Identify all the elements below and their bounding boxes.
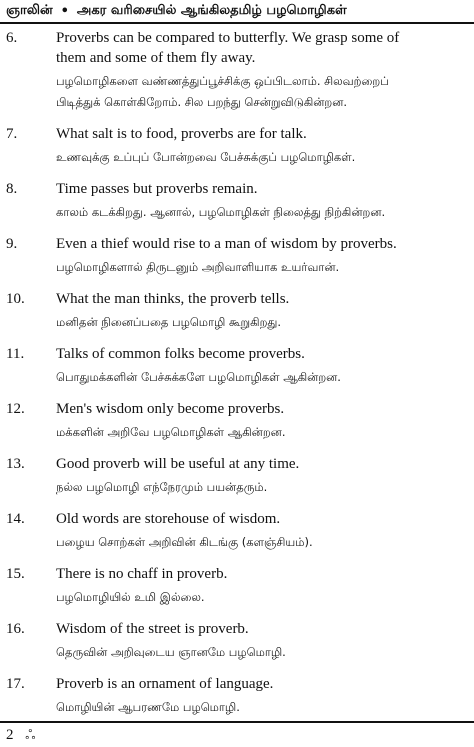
english-line: Wisdom of the street is proverb. (56, 621, 249, 637)
proverb-number: 13. (6, 456, 25, 472)
footer-rule (0, 721, 474, 723)
english-line: Proverb is an ornament of language. (56, 676, 274, 692)
proverb-tamil (56, 532, 468, 553)
proverb-body (56, 454, 468, 498)
proverb-body (56, 399, 468, 443)
proverb-tamil (56, 257, 468, 278)
proverb-entry (6, 179, 468, 223)
proverb-entry (6, 289, 468, 333)
book-title: ஞாலின் (6, 3, 53, 18)
proverb-english (56, 234, 468, 254)
tamil-line: மனிதன் நினைப்பதை பழமொழி கூறுகிறது. (56, 315, 282, 329)
proverb-tamil (56, 642, 468, 663)
proverb-entry (6, 399, 468, 443)
proverb-number: 17. (6, 676, 25, 692)
tamil-line: பொதுமக்களின் பேச்சுக்களே பழமொழிகள் ஆகின்றன. (56, 370, 341, 384)
proverb-english (56, 28, 468, 68)
tamil-line: உணவுக்கு உப்புப் போன்றவை பேச்சுக்குப் பழமொழிகள். (56, 150, 356, 164)
proverb-tamil (56, 422, 468, 443)
tamil-line: பழைய சொற்கள் அறிவின் கிடங்கு (களஞ்சியம்). (56, 535, 313, 549)
english-line: Old words are storehouse of wisdom. (56, 511, 281, 527)
english-line: Good proverb will be useful at any time. (56, 456, 300, 472)
proverb-entry (6, 454, 468, 498)
tamil-line: பழமொழிகளால் திருடனும் அறிவாளியாக உயர்வான். (56, 260, 340, 274)
proverb-body (56, 124, 468, 168)
proverb-entry (6, 509, 468, 553)
proverb-tamil (56, 71, 468, 113)
proverb-english (56, 289, 468, 309)
english-line: Even a thief would rise to a man of wisdom by proverbs. (56, 236, 397, 252)
english-line: Men's wisdom only become proverbs. (56, 401, 285, 417)
proverb-english (56, 509, 468, 529)
page-footer (6, 726, 35, 745)
tamil-line: காலம் கடக்கிறது. ஆனால், பழமொழிகள் நிலைத்து நிற்கின்றன. (56, 205, 386, 219)
proverb-body (56, 674, 468, 718)
proverb-body (56, 564, 468, 608)
proverb-entry (6, 124, 468, 168)
proverb-entry (6, 28, 468, 113)
proverb-body (56, 344, 468, 388)
tamil-line: பிடித்துக் கொள்கிறோம். சில பறந்து சென்றுவிடுகின்றன. (56, 95, 348, 109)
proverb-body (56, 234, 468, 278)
proverb-tamil (56, 147, 468, 168)
proverb-entry (6, 564, 468, 608)
proverb-number: 11. (6, 346, 25, 362)
proverb-number: 12. (6, 401, 25, 417)
running-header (6, 2, 468, 20)
proverb-entry (6, 619, 468, 663)
english-line: There is no chaff in proverb. (56, 566, 228, 582)
proverb-number: 7. (6, 126, 18, 142)
proverb-tamil (56, 697, 468, 718)
english-line: What the man thinks, the proverb tells. (56, 291, 290, 307)
tamil-line: பழமொழிகளை வண்ணத்துப்பூச்சிக்கு ஒப்பிடலாம். சிலவற்றைப் (56, 74, 389, 88)
header-bullet: • (60, 3, 69, 19)
english-line: Time passes but proverbs remain. (56, 181, 258, 197)
english-line: them and some of them fly away. (56, 50, 256, 66)
proverb-number: 16. (6, 621, 25, 637)
proverb-list (6, 28, 468, 718)
proverb-body (56, 179, 468, 223)
english-line: Talks of common folks become proverbs. (56, 346, 305, 362)
english-line: What salt is to food, proverbs are for talk. (56, 126, 307, 142)
proverb-entry (6, 234, 468, 278)
proverb-number: 8. (6, 181, 18, 197)
tamil-line: நல்ல பழமொழி எந்நேரமும் பயன்தரும். (56, 480, 268, 494)
footer-glyph: ஃ (25, 728, 36, 743)
proverb-english (56, 179, 468, 199)
tamil-line: மொழியின் ஆபரணமே பழமொழி. (56, 700, 240, 714)
header-rule (0, 22, 474, 24)
proverb-english (56, 399, 468, 419)
proverb-tamil (56, 312, 468, 333)
proverb-number: 14. (6, 511, 25, 527)
proverb-english (56, 564, 468, 584)
proverb-english (56, 344, 468, 364)
proverb-tamil (56, 202, 468, 223)
proverb-number: 10. (6, 291, 25, 307)
header-subtitle: அகர வரிசையில் ஆங்கிலதமிழ் பழமொழிகள் (76, 3, 347, 18)
english-line: Proverbs can be compared to butterfly. We grasp some of (56, 30, 400, 46)
proverb-body (56, 28, 468, 113)
proverb-entry (6, 344, 468, 388)
proverb-english (56, 619, 468, 639)
proverb-number: 9. (6, 236, 18, 252)
proverb-english (56, 674, 468, 694)
proverb-number: 6. (6, 30, 18, 46)
page-number: 2 (6, 727, 14, 743)
tamil-line: பழமொழியில் உமி இல்லை. (56, 590, 205, 604)
proverb-english (56, 124, 468, 144)
proverb-tamil (56, 587, 468, 608)
tamil-line: மக்களின் அறிவே பழமொழிகள் ஆகின்றன. (56, 425, 286, 439)
proverb-number: 15. (6, 566, 25, 582)
proverb-body (56, 289, 468, 333)
tamil-line: தெருவின் அறிவுடைய ஞானமே பழமொழி. (56, 645, 286, 659)
proverb-body (56, 509, 468, 553)
proverb-tamil (56, 477, 468, 498)
proverb-body (56, 619, 468, 663)
proverb-entry (6, 674, 468, 718)
proverb-english (56, 454, 468, 474)
proverb-tamil (56, 367, 468, 388)
